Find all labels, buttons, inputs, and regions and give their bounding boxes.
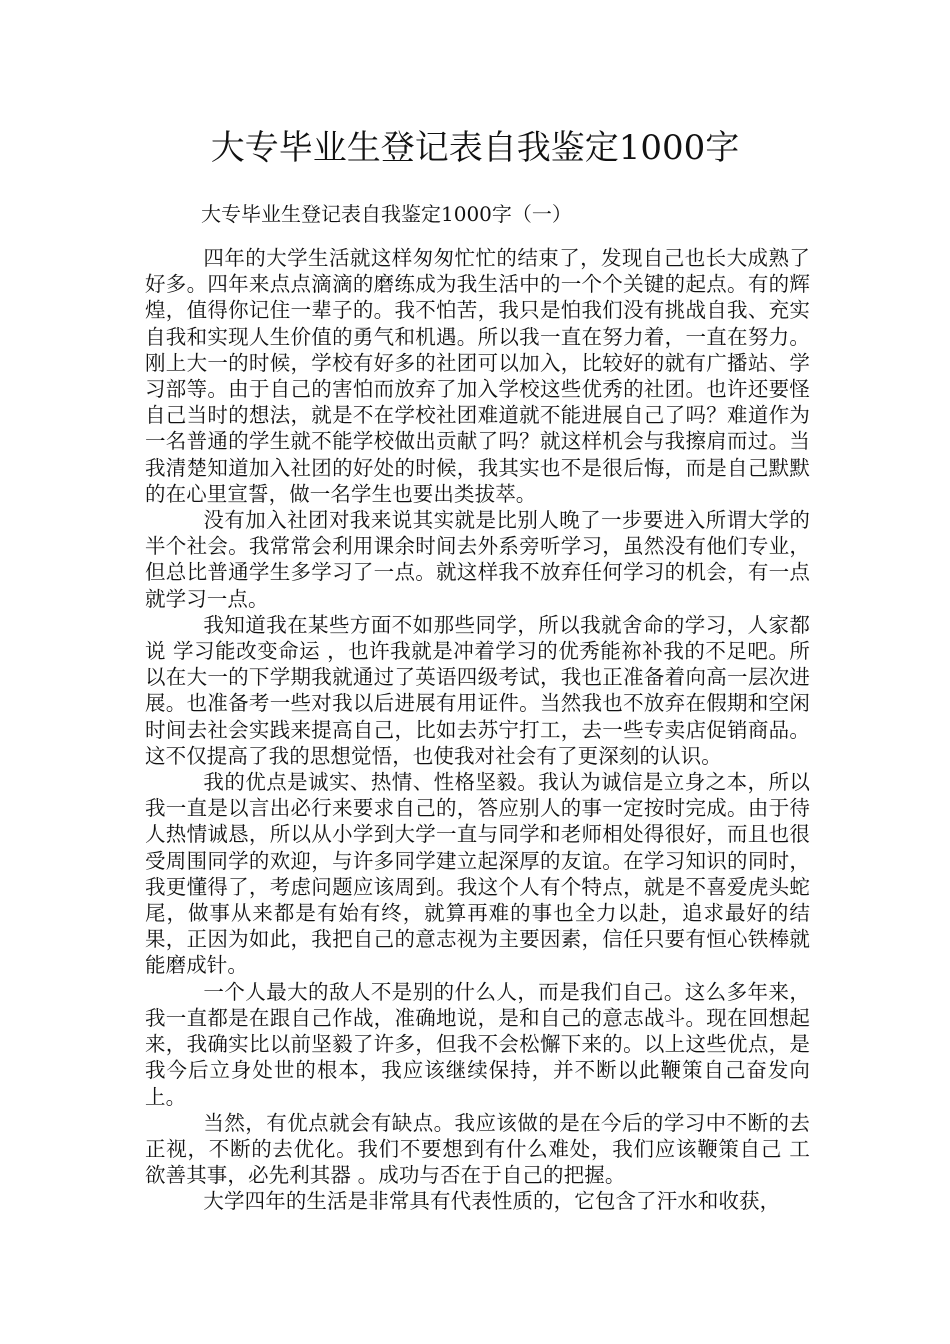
paragraph: 我的优点是诚实、热情、性格坚毅。我认为诚信是立身之本，所以我一直是以言出必行来要求自己的，答应别人的事一定按时完成。由于待人热情诚恳，所以从小学到大学一直与同学和老师相处得很好，而且也很受周围同学的欢迎，与许多同学建立起深厚的友谊。在学习知识的同时，我更懂得了，考虑问题应该周到。我这个人有个特点，就是不喜爱虎头蛇尾，做事从来都是有始有终，就算再难的事也全力以赴，追求最好的结果，正因为如此，我把自己的意志视为主要因素，信任只要有恒心铁棒就能磨成针。 — [145, 770, 810, 978]
document-body — [145, 245, 810, 1215]
paragraph: 一个人最大的敌人不是别的什么人，而是我们自己。这么多年来，我一直都是在跟自己作战，准确地说，是和自己的意志战斗。现在回想起来，我确实比以前坚毅了许多，但我不会松懈下来的。以上这些优点，是我今后立身处世的根本，我应该继续保持，并不断以此鞭策自己奋发向上。 — [145, 979, 810, 1109]
document-title: 大专毕业生登记表自我鉴定1000字 — [210, 128, 740, 168]
paragraph: 当然，有优点就会有缺点。我应该做的是在今后的学习中不断的去正视，不断的去优化。我们不要想到有什么难处，我们应该鞭策自己 工欲善其事，必先利其器 。成功与否在于自己的把握。 — [145, 1110, 810, 1188]
paragraph: 大学四年的生活是非常具有代表性质的，它包含了汗水和收获， — [203, 1189, 781, 1214]
paragraph: 我知道我在某些方面不如那些同学，所以我就舍命的学习，人家都说 学习能改变命运 ，也许我就是冲着学习的优秀能祢补我的不足吧。所以在大一的下学期我就通过了英语四级考试，我也正准备着向高一层次进展。也准备考一些对我以后进展有用证件。当然我也不放弃在假期和空闲时间去社会实践来提高自己，比如去苏宁打工，去一些专卖店促销商品。这不仅提高了我的思想觉悟，也使我对社会有了更深刻的认识。 — [145, 612, 810, 768]
document-subtitle: 大专毕业生登记表自我鉴定1000字（一） — [201, 202, 572, 226]
paragraph: 四年的大学生活就这样匆匆忙忙的结束了，发现自己也长大成熟了好多。四年来点点滴滴的磨练成为我生活中的一个个关键的起点。有的辉煌，值得你记住一辈子的。我不怕苦，我只是怕我们没有挑战自我、充实自我和实现人生价值的勇气和机遇。所以我一直在努力着，一直在努力。刚上大一的时候，学校有好多的社团可以加入，比较好的就有广播站、学习部等。由于自己的害怕而放弃了加入学校这些优秀的社团。也许还要怪自己当时的想法，就是不在学校社团难道就不能进展自己了吗？难道作为一名普通的学生就不能学校做出贡献了吗？就这样机会与我擦肩而过。当我清楚知道加入社团的好处的时候，我其实也不是很后悔，而是自己默默的在心里宣誓，做一名学生也要出类拔萃。 — [145, 246, 810, 506]
paragraph: 没有加入社团对我来说其实就是比别人晚了一步要进入所谓大学的半个社会。我常常会利用课余时间去外系旁听学习，虽然没有他们专业，但总比普通学生多学习了一点。就这样我不放弃任何学习的机会，有一点就学习一点。 — [145, 508, 810, 611]
